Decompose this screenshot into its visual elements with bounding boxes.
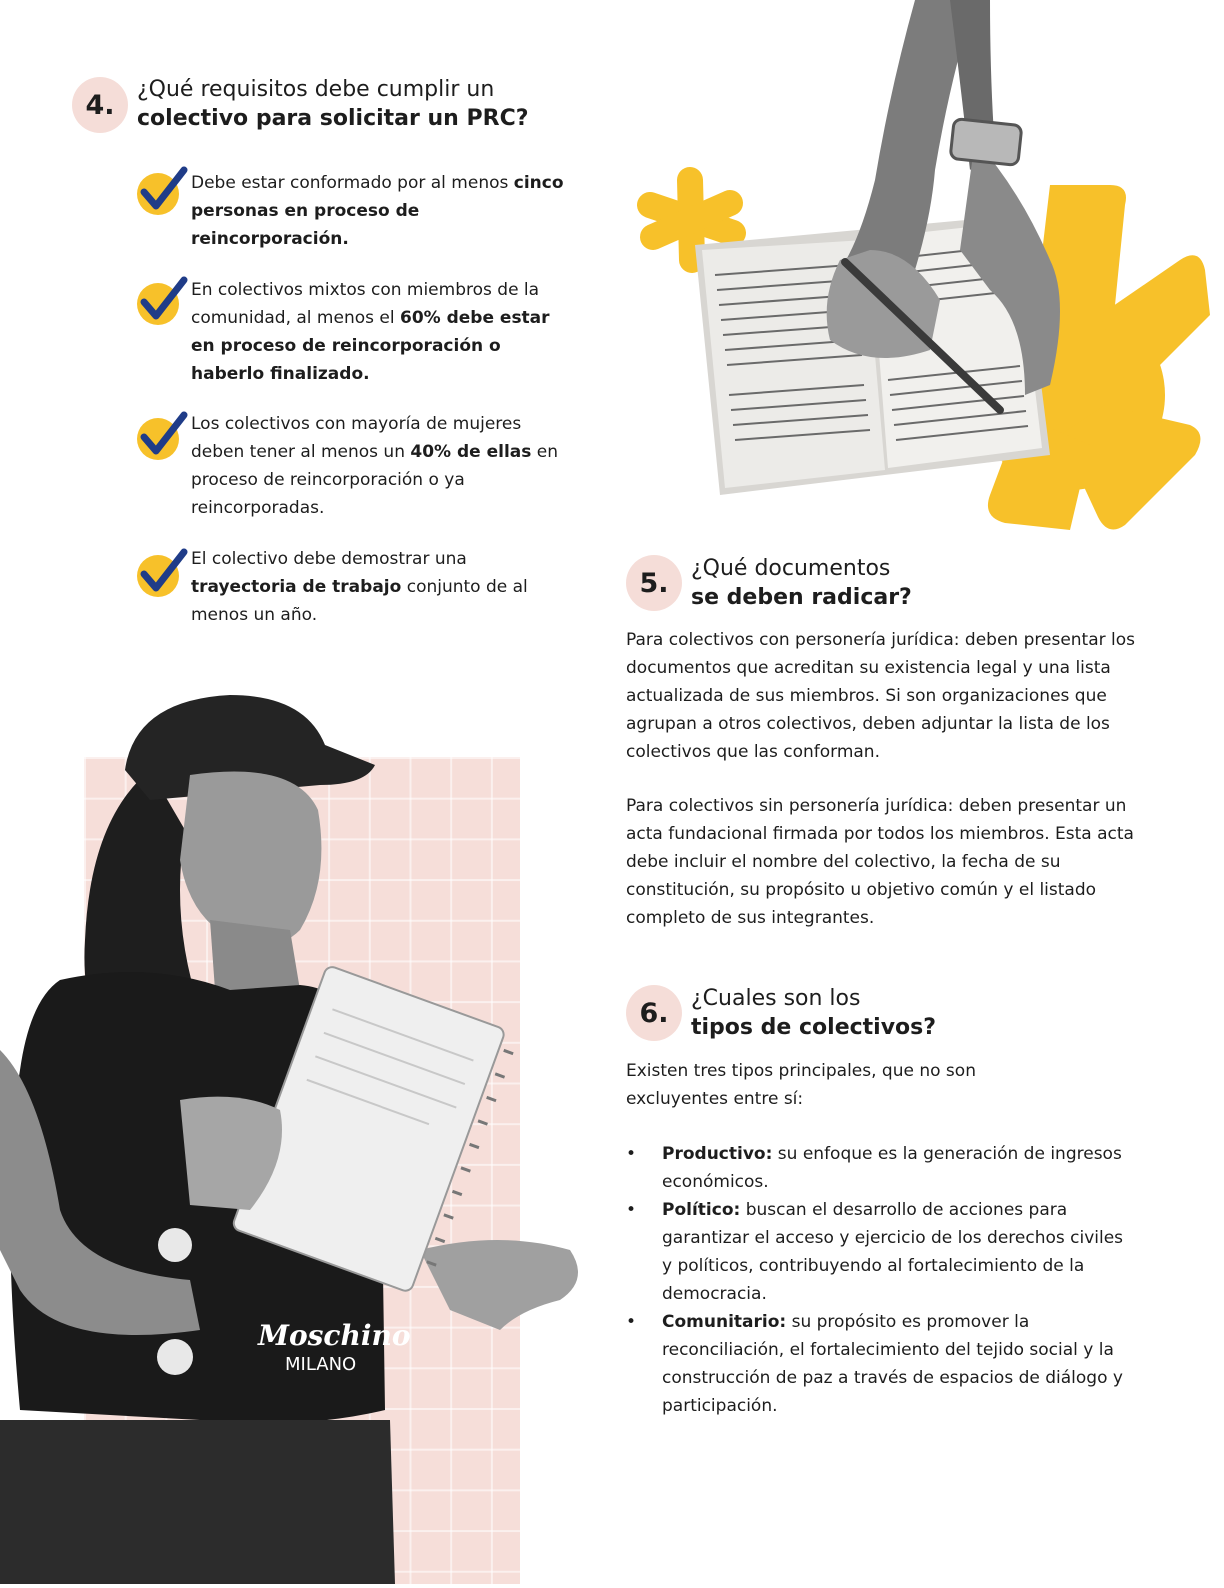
requirement-emphasis: cinco personas en proceso de reincorporación.	[191, 173, 564, 249]
requirement-emphasis: 40% de ellas	[410, 442, 532, 462]
requirement-text-end: conjunto de al menos un año.	[191, 577, 528, 625]
section-5-paragraph: Para colectivos sin personería jurídica: deben presentar un acta fundacional firmada por todos los miembros. Esta acta debe incluir el nombre del colectivo, la fecha de su constitución, su propósito u objetivo común y el listado completo de sus integrantes.	[626, 796, 1134, 928]
type-description: buscan el desarrollo de acciones para garantizar el acceso y ejercicio de los derechos civiles y políticos, contribuyendo al fortalecimiento de la democracia.	[662, 1200, 1124, 1304]
section-6-number-badge	[626, 985, 682, 1041]
shirt-print-text-2: MILANO	[285, 1354, 357, 1375]
section-5-number-badge	[626, 555, 682, 611]
list-item	[626, 1140, 1126, 1196]
section-4-heading	[137, 75, 597, 133]
section-6-intro: Existen tres tipos principales, que no son excluyentes entre sí:	[626, 1061, 976, 1109]
requirement-text-end: en proceso de reincorporación o ya reincorporadas.	[191, 442, 559, 518]
photo-hands-writing-book	[690, 0, 1090, 495]
section-6-number: 6.	[639, 997, 669, 1029]
section-6-heading	[691, 984, 1091, 1042]
section-5-paragraph: Para colectivos con personería jurídica: deben presentar los documentos que acreditan su existencia legal y una lista actualizada de sus miembros. Si son organizaciones que agrupan a otros colectivos, deben adjuntar la lista de los colectivos que las conforman.	[626, 630, 1136, 762]
checkmark-icon	[136, 166, 188, 216]
requirement-emphasis: trayectoria de trabajo	[191, 577, 402, 597]
requirement-item	[191, 169, 576, 253]
requirement-text: El colectivo debe demostrar una	[191, 549, 467, 569]
bullet-icon: •	[626, 1144, 637, 1164]
requirement-item	[191, 545, 576, 629]
list-item	[626, 1308, 1126, 1420]
bullet-icon: •	[626, 1200, 637, 1220]
section-4-number-badge	[72, 77, 128, 133]
requirement-emphasis: 60% debe estar en proceso de reincorporación o haberlo finalizado.	[191, 308, 550, 384]
shirt-print-text-1: Moschino	[258, 1319, 411, 1352]
section-5-title-light: ¿Qué documentos	[691, 556, 891, 581]
collective-types-list	[626, 1140, 1126, 1420]
checkmark-icon	[136, 548, 188, 598]
type-name: Político:	[662, 1200, 741, 1220]
section-5-number: 5.	[639, 567, 669, 599]
bullet-icon: •	[626, 1312, 637, 1332]
requirement-item	[191, 410, 576, 522]
section-6-title-bold: tipos de colectivos?	[691, 1015, 937, 1040]
section-4-title-light: ¿Qué requisitos debe cumplir un	[137, 77, 495, 102]
section-6-title-light: ¿Cuales son los	[691, 986, 861, 1011]
section-5-heading	[691, 554, 1091, 612]
type-name: Productivo:	[662, 1144, 773, 1164]
checkmark-icon	[136, 411, 188, 461]
section-4-title-bold: colectivo para solicitar un PRC?	[137, 106, 529, 131]
type-description: su propósito es promover la reconciliación, el fortalecimiento del tejido social y la construcción de paz a través de espacios de diálogo y participación.	[662, 1312, 1123, 1416]
section-5-title-bold: se deben radicar?	[691, 585, 912, 610]
photo-woman-with-notebook	[0, 690, 600, 1584]
list-item	[626, 1196, 1126, 1308]
type-description: su enfoque es la generación de ingresos económicos.	[662, 1144, 1122, 1192]
requirement-text: Los colectivos con mayoría de mujeres deben tener al menos un	[191, 414, 522, 462]
type-name: Comunitario:	[662, 1312, 787, 1332]
requirement-item	[191, 276, 576, 388]
requirement-text: En colectivos mixtos con miembros de la comunidad, al menos el	[191, 280, 540, 328]
section-4-number: 4.	[85, 89, 115, 121]
checkmark-icon	[136, 276, 188, 326]
requirement-text: Debe estar conformado por al menos	[191, 173, 514, 193]
